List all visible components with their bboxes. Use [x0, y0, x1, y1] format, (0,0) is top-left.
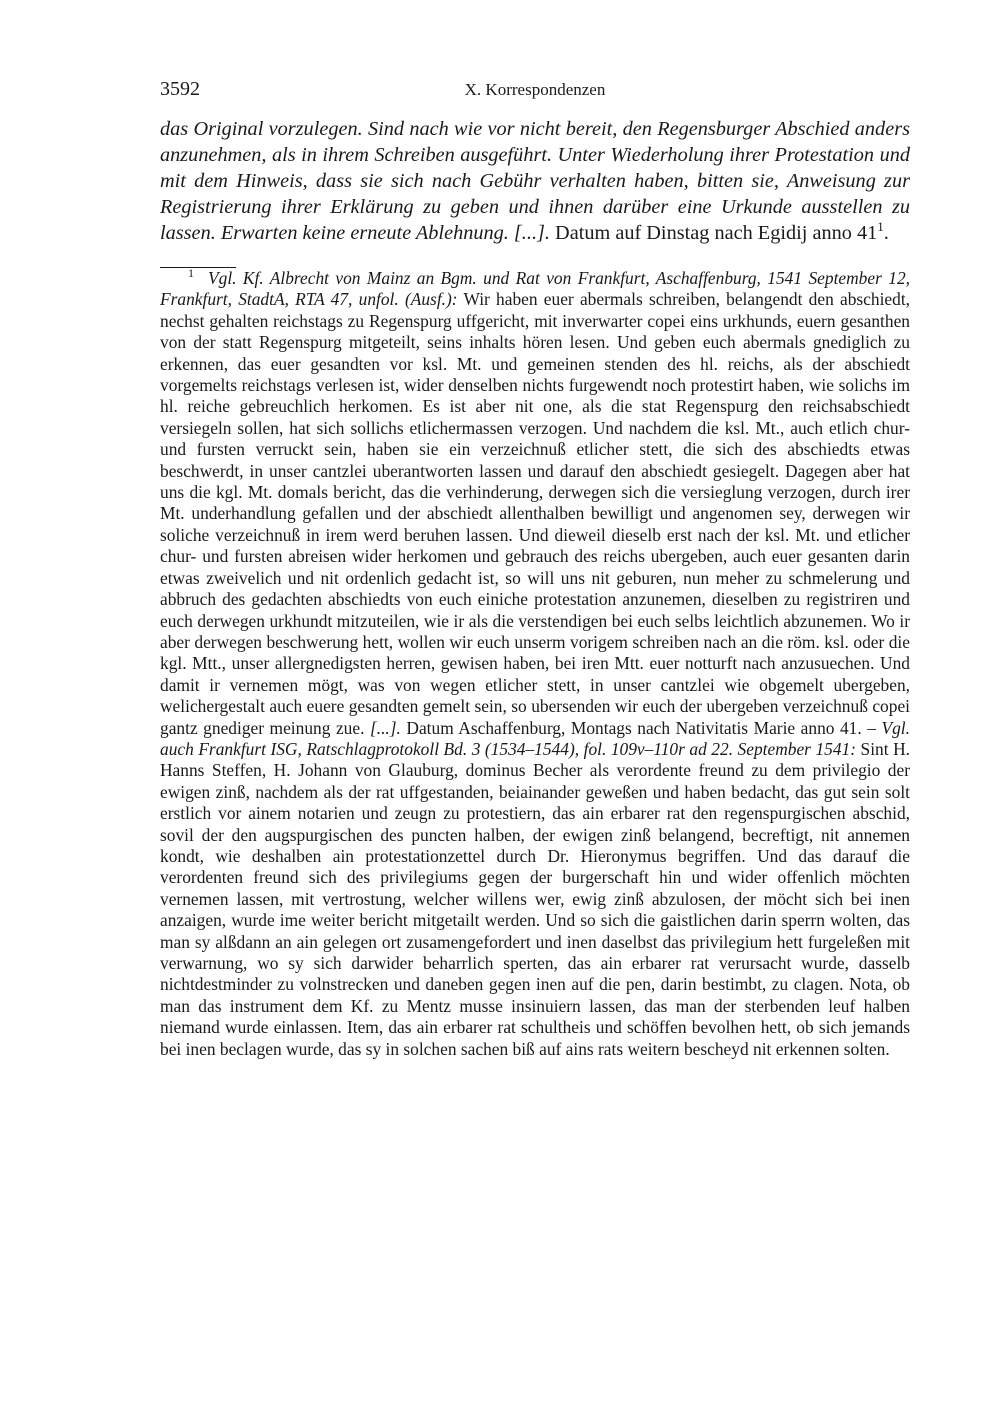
page-number: 3592 — [160, 78, 200, 100]
footnote-reference[interactable]: 1 — [877, 219, 884, 235]
document-page — [160, 78, 910, 1077]
date-text: Datum auf Dinstag nach Egidij anno 41 — [549, 222, 878, 244]
footnote-quote-1: Wir haben euer abermals schreiben, belangendt den abschiedt, nechst gehalten reichstags zu Regenspurg uffgericht, mit inverwarter copei eins urkhunds, euern gesanthen von der statt Regenspurg mitgeteilt, seins inhalts hören lesen. Und geben euch abermals gnediglich zu erkennen, das euer gesandten vor ksl. Mt. und gemeinen stenden des hl. reichs, als der abschiedt vorgemelts reichstags verlesen ist, wider denselben nichts furgewendt noch protestirt haben, wie solichs im hl. reiche gebreuchlich herkomen. Es ist aber nit one, als die stat Regenspurg den reichsabschiedt versiegeln sollen, hat sich sollichs etlichermassen verzogen. Und nachdem die ksl. Mt., auch etlich chur- und fursten verruckt sein, haben sie ein verzeichnuß etlicher stett, die sich des abschiedts etwas beschwerdt, in unser cantzlei uberantworten lassen und darauf den abschiedt gesiegelt. Dagegen aber hat uns die kgl. Mt. domals bericht, das die verhinderung, derwegen sich die versieglung verzogen, durch irer Mt. underhandlung gefallen und der abschiedt allenthalben bewilligt und angenomen sey, derwegen wir soliche verzeichnuß in irem werd beruhen lassen. Und dieweil dieselb erst nach der ksl. Mt. und etlicher chur- und fursten abreisen wider herkomen und gebrauch des reichs ubergeben, auch euer gesanten darin etwas zweivelich und nit ordenlich gedacht ist, so will uns nit geburen, nun meher zu schmelerung und abbruch des gedachten abschiedts von euch einiche protestation anzunemen, dieselben zu registriren und euch derwegen urkhundt mitzuteilen, wie ir als die verstendigen bei euch selbs leichtlich abzunemen. Wo ir aber derwegen beschwerung hett, wollen wir euch unserm vorigem schreiben nach an die röm. ksl. oder die kgl. Mtt., unser allergnedigsten herren, gewisen haben, bei iren Mtt. euer notturft nach anzusuechen. Und damit ir vernemen mögt, was von wegen etlicher stett, in unser cantzlei wie obgemelt ubergeben, welichergestalt auch euere gesandten gemelt sein, so ubersenden wir euch der ubergeben verzeichnuß copei gantz gnediger meinung zue. — [160, 289, 911, 738]
page-header — [160, 78, 910, 108]
footnote-ellipsis: [...]. — [364, 717, 401, 738]
paragraph-end: . — [883, 222, 889, 244]
footnote-1 — [160, 268, 910, 1060]
footnote-quote-2: Sint H. Hanns Steffen, H. Johann von Glauburg, dominus Becher als verordente freund zu dem privilegio der ewigen zinß, nachdem als der rat uffgestanden, beiainander geweßen und haben bedacht, das gut sein solt erstlich vor ainem notarien und zeugn zu protestiern, das ain erbarer rat den regenspurgischen abschid, sovil der den augspurgischen des puncten halben, der ewigen zinß belangend, becreftigt, nit annemen kondt, wie deshalben ain protestationzettel durch Dr. Hieronymus begriffen. Und das darauf die verordenten freund sich des privilegiums gegen der burgerschaft hin und wider offenlich möchten vernemen lassen, mit vertrostung, welcher willens wer, ewig zinß abzulosen, der möcht sich bei inen anzaigen, wurde ime weiter bericht mitgetailt werden. Und so sich die gaistlichen darin sperrn wolten, das man sy alßdann an ain gelegen ort zusamengefordert und inen daselbst das privilegium hett furgeleßen mit verwarnung, wo sy sich darwider beharrlich sperten, das ain erbarer rat verursacht wurde, dasselb nichtdestminder zu volnstrecken und daneben gegen inen auf die pen, darin bestimbt, zu clagen. Nota, ob man das instrument dem Kf. zu Mentz musse insinuiern lassen, das man der sterbenden leuf halben niemand wurde einlassen. Item, das ain erbarer rat schultheis und schöffen bevolhen hett, ob sich jemands bei inen beclagen wurde, das sy in solchen sachen biß auf ains rats weitern bescheyd nit erkennen solten. — [160, 738, 910, 1059]
footnote-date: Datum Aschaffenburg, Montags nach Nativitatis Marie anno 41. – — [400, 717, 876, 738]
footnote-number: 1 — [188, 266, 194, 281]
main-paragraph — [160, 116, 910, 246]
footnote-source-2: Vgl. auch Frankfurt ISG, Ratschlagprotokoll Bd. 3 (1534–1544), fol. 109v–110r ad 22. September 1541: — [160, 717, 910, 759]
footnote-source-1: Vgl. Kf. Albrecht von Mainz an Bgm. und Rat von Frankfurt, Aschaffenburg, 1541 September 12, Frankfurt, StadtA, RTA 47, unfol. (Ausf.): — [160, 268, 910, 310]
regest-text: das Original vorzulegen. Sind nach wie vor nicht bereit, den Regensburger Abschied anders anzunehmen, als in ihrem Schreiben ausgeführt. Unter Wiederholung ihrer Protestation und mit dem Hinweis, dass sie sich nach Gebühr verhalten haben, bitten sie, Anweisung zur Registrierung ihrer Erklärung zu geben und ihnen darüber eine Urkunde ausstellen zu lassen. Erwarten keine erneute Ablehnung. [...]. — [160, 118, 910, 244]
running-head: X. Korrespondenzen — [464, 80, 606, 99]
